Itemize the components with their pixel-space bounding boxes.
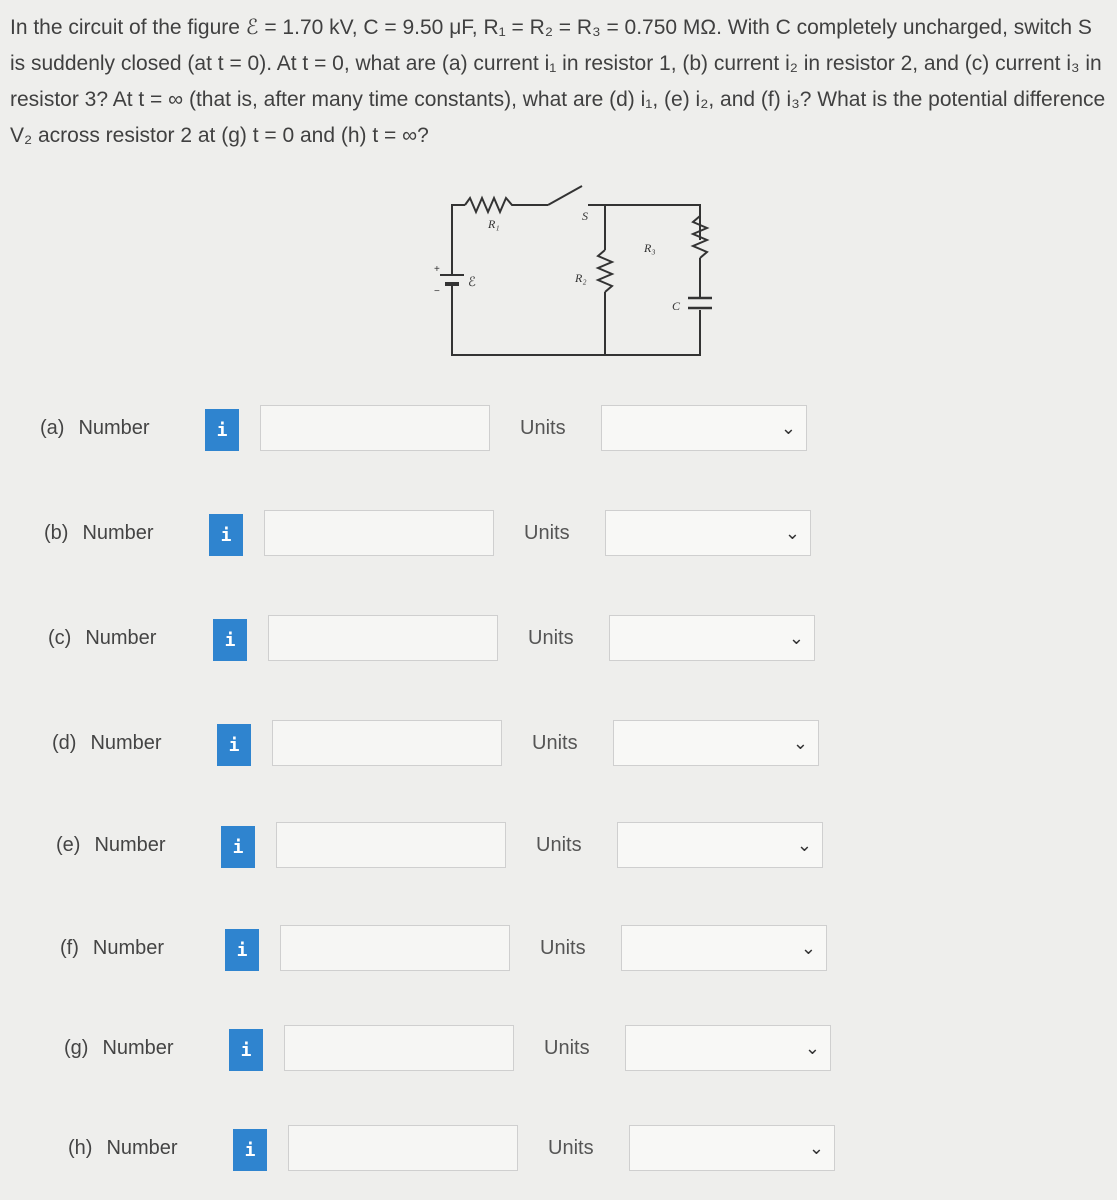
units-dropdown[interactable] <box>613 720 819 766</box>
units-label: Units <box>524 522 570 544</box>
part-label: (e) <box>56 834 81 856</box>
number-label: Number <box>106 1137 178 1159</box>
number-label: Number <box>94 834 166 856</box>
number-label: Number <box>90 732 162 754</box>
info-icon: i <box>220 524 232 546</box>
number-input[interactable] <box>268 615 498 661</box>
number-input[interactable] <box>284 1025 514 1071</box>
answer-row <box>0 615 1117 665</box>
units-label: Units <box>532 732 578 754</box>
chevron-down-icon: ⌄ <box>808 1138 824 1159</box>
part-label: (b) <box>44 522 69 544</box>
info-button[interactable] <box>221 826 255 868</box>
units-label: Units <box>544 1037 590 1059</box>
units-dropdown[interactable] <box>625 1025 831 1071</box>
number-label: Number <box>82 522 154 544</box>
info-button[interactable] <box>229 1029 263 1071</box>
switch-s <box>548 186 582 205</box>
answer-row <box>0 1025 1117 1075</box>
chevron-down-icon: ⌄ <box>792 733 808 754</box>
answer-row <box>0 720 1117 770</box>
answer-label <box>40 417 150 440</box>
answer-label <box>44 522 154 545</box>
info-icon: i <box>228 734 240 756</box>
units-dropdown[interactable] <box>605 510 811 556</box>
part-label: (g) <box>64 1037 89 1059</box>
units-dropdown[interactable] <box>609 615 815 661</box>
emf-label: ℰ <box>468 274 476 289</box>
number-input[interactable] <box>260 405 490 451</box>
answer-row <box>0 510 1117 560</box>
r3-label: R₃ <box>644 241 656 255</box>
info-button[interactable] <box>233 1129 267 1171</box>
number-input[interactable] <box>276 822 506 868</box>
answer-label <box>60 937 164 960</box>
info-icon: i <box>240 1039 252 1061</box>
circuit-diagram <box>430 180 720 360</box>
resistor-r1 <box>465 198 548 212</box>
units-label: Units <box>520 417 566 439</box>
part-label: (a) <box>40 417 65 439</box>
number-label: Number <box>85 627 157 649</box>
answer-label <box>56 834 166 857</box>
part-label: (d) <box>52 732 77 754</box>
chevron-down-icon: ⌄ <box>788 628 804 649</box>
chevron-down-icon: ⌄ <box>780 418 796 439</box>
part-label: (f) <box>60 937 79 959</box>
minus-label: − <box>434 286 440 297</box>
units-dropdown[interactable] <box>621 925 827 971</box>
chevron-down-icon: ⌄ <box>800 938 816 959</box>
chevron-down-icon: ⌄ <box>784 523 800 544</box>
answer-label <box>64 1037 174 1060</box>
part-label: (c) <box>48 627 72 649</box>
circuit-figure <box>430 180 720 360</box>
answer-row <box>0 1125 1117 1175</box>
units-label: Units <box>528 627 574 649</box>
info-icon: i <box>244 1139 256 1161</box>
info-icon: i <box>236 939 248 961</box>
info-icon: i <box>216 419 228 441</box>
units-label: Units <box>540 937 586 959</box>
info-button[interactable] <box>209 514 243 556</box>
info-button[interactable] <box>225 929 259 971</box>
answer-row <box>0 925 1117 975</box>
part-label: (h) <box>68 1137 93 1159</box>
capacitor-label: C <box>672 299 681 313</box>
answer-label <box>48 627 156 650</box>
info-button[interactable] <box>205 409 239 451</box>
chevron-down-icon: ⌄ <box>804 1038 820 1059</box>
info-button[interactable] <box>217 724 251 766</box>
number-label: Number <box>102 1037 174 1059</box>
info-icon: i <box>224 629 236 651</box>
r1-label: R₁ <box>488 217 500 231</box>
answer-label <box>68 1137 178 1160</box>
units-dropdown[interactable] <box>601 405 807 451</box>
number-input[interactable] <box>288 1125 518 1171</box>
number-label: Number <box>78 417 150 439</box>
units-dropdown[interactable] <box>617 822 823 868</box>
chevron-down-icon: ⌄ <box>796 835 812 856</box>
resistor-r2 <box>598 250 612 292</box>
number-label: Number <box>92 937 165 959</box>
question-text: In the circuit of the figure ℰ = 1.70 kV, C = 9.50 μF, R₁ = R₂ = R₃ = 0.750 MΩ. With C completely uncharged, switch S is suddenly closed (at t = 0). At t = 0, what are (a) current i₁ in resistor 1, (b) current i₂ in resistor 2, and (c) current i₃ in resistor 3? At t = ∞ (that is, after many time constants), what are (d) i₁, (e) i₂, and (f) i₃? What is the potential difference V₂ across resistor 2 at (g) t = 0 and (h) t = ∞? <box>10 16 1106 147</box>
plus-label: + <box>434 264 440 275</box>
units-dropdown[interactable] <box>629 1125 835 1171</box>
number-input[interactable] <box>280 925 510 971</box>
number-input[interactable] <box>264 510 494 556</box>
info-icon: i <box>232 836 244 858</box>
units-label: Units <box>548 1137 594 1159</box>
answer-row <box>0 822 1117 872</box>
switch-label: S <box>582 209 588 223</box>
units-label: Units <box>536 834 582 856</box>
answer-row <box>0 405 1117 455</box>
number-input[interactable] <box>272 720 502 766</box>
info-button[interactable] <box>213 619 247 661</box>
r2-label: R₂ <box>575 271 587 285</box>
answer-label <box>52 732 162 755</box>
